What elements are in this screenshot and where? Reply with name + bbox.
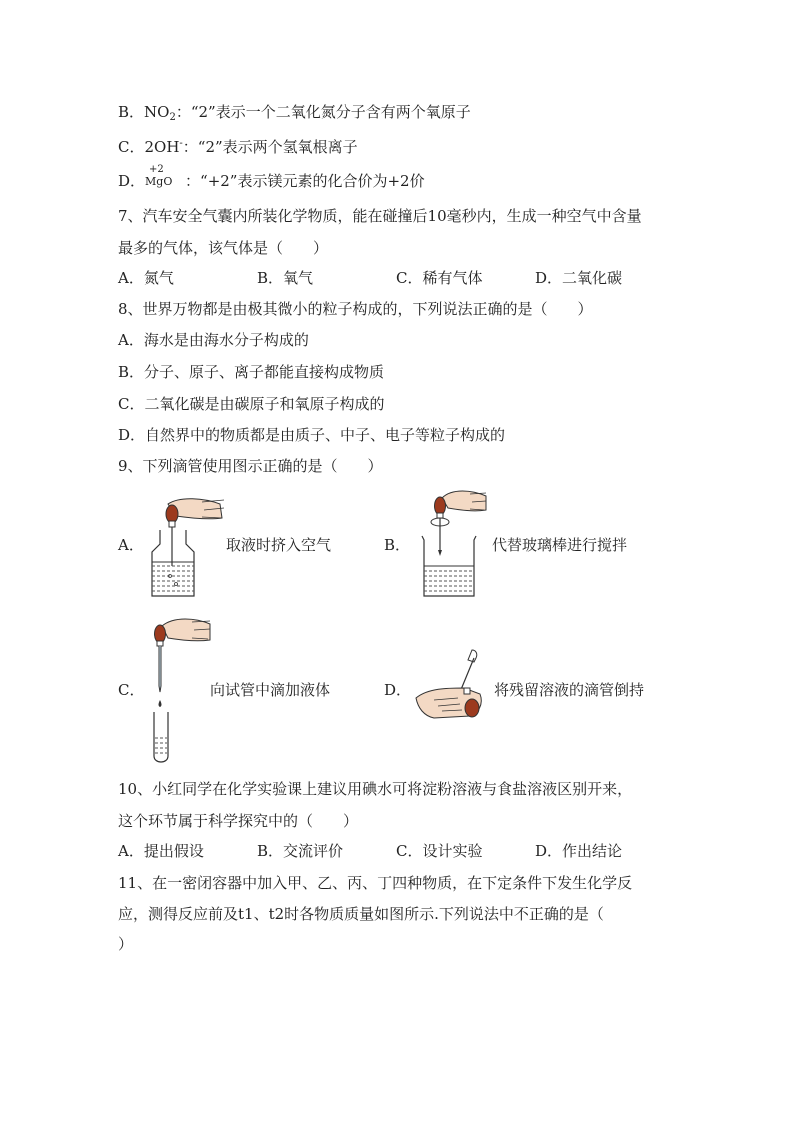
q10-stem-line1: 10、小红同学在化学实验课上建议用碘水可将淀粉溶液与食盐溶液区别开来， bbox=[118, 780, 633, 798]
q9-option-a-label: A． bbox=[118, 536, 144, 554]
q9-option-b-desc: 代替玻璃棒进行搅拌 bbox=[492, 536, 628, 554]
q8-option-b: B．分子、原子、离子都能直接构成物质 bbox=[118, 363, 385, 381]
option-label: B． bbox=[118, 103, 145, 121]
q8-option-c: C．二氧化碳是由碳原子和氧原子构成的 bbox=[118, 395, 385, 413]
dropper-held-inverted-icon bbox=[414, 648, 492, 722]
q7-option-a: A．氮气 bbox=[118, 269, 174, 287]
q10-option-b: B．交流评价 bbox=[257, 842, 344, 860]
option-text: ：“+2”表示镁元素的化合价为+2价 bbox=[185, 172, 425, 190]
formula-main: NO bbox=[144, 103, 170, 121]
formula bbox=[144, 103, 176, 121]
formula-main: 2OH bbox=[144, 138, 180, 156]
formula bbox=[144, 138, 182, 156]
q6-option-c bbox=[118, 134, 358, 157]
q7-option-d: D．二氧化碳 bbox=[535, 269, 623, 287]
q8-option-a: A．海水是由海水分子构成的 bbox=[118, 331, 309, 349]
formula-superscript: - bbox=[179, 138, 183, 149]
q10-option-a: A．提出假设 bbox=[118, 842, 204, 860]
q9-option-c-label: C． bbox=[118, 681, 145, 699]
dropper-over-test-tube-icon bbox=[146, 616, 212, 768]
q9-stem: 9、下列滴管使用图示正确的是（ ） bbox=[118, 457, 383, 475]
option-label: D． bbox=[118, 172, 146, 190]
q11-stem-line2: 应，测得反应前及t1、t2时各物质质量如图所示.下列说法中不正确的是（ bbox=[118, 905, 604, 923]
q8-option-d: D．自然界中的物质都是由质子、中子、电子等粒子构成的 bbox=[118, 426, 506, 444]
q11-stem-line1: 11、在一密闭容器中加入甲、乙、丙、丁四种物质，在下定条件下发生化学反 bbox=[118, 874, 633, 892]
valence-mark: +2 bbox=[149, 164, 164, 175]
q9-option-c-desc: 向试管中滴加液体 bbox=[210, 681, 331, 699]
valence-formula bbox=[145, 164, 185, 190]
q11-stem-line3: ） bbox=[118, 935, 134, 953]
option-text: ：“2”表示两个氢氧根离子 bbox=[182, 138, 358, 156]
dropper-stirring-beaker-icon bbox=[416, 488, 488, 600]
formula-subscript: 2 bbox=[169, 112, 176, 123]
q7-stem-line2: 最多的气体，该气体是（ ） bbox=[118, 239, 329, 257]
dropper-in-bottle-icon bbox=[146, 496, 226, 600]
q9-option-b-label: B． bbox=[384, 536, 411, 554]
q9-option-d-label: D． bbox=[384, 681, 412, 699]
formula-main: MgO bbox=[145, 175, 173, 188]
q9-option-a-desc: 取液时挤入空气 bbox=[226, 536, 332, 554]
q6-option-b bbox=[118, 102, 471, 128]
q7-option-c: C．稀有气体 bbox=[396, 269, 483, 287]
q8-stem: 8、世界万物都是由极其微小的粒子构成的，下列说法正确的是（ ） bbox=[118, 300, 593, 318]
option-label: C． bbox=[118, 138, 145, 156]
q6-option-d bbox=[118, 164, 425, 191]
q10-option-d: D．作出结论 bbox=[535, 842, 623, 860]
q9-option-d-desc: 将残留溶液的滴管倒持 bbox=[494, 681, 645, 699]
option-text: ：“2”表示一个二氧化氮分子含有两个氧原子 bbox=[175, 103, 471, 121]
q7-stem-line1: 7、汽车安全气囊内所装化学物质，能在碰撞后10毫秒内，生成一种空气中含量 bbox=[118, 207, 642, 225]
q10-stem-line2: 这个环节属于科学探究中的（ ） bbox=[118, 812, 359, 830]
q7-option-b: B．氧气 bbox=[257, 269, 314, 287]
q10-option-c: C．设计实验 bbox=[396, 842, 483, 860]
